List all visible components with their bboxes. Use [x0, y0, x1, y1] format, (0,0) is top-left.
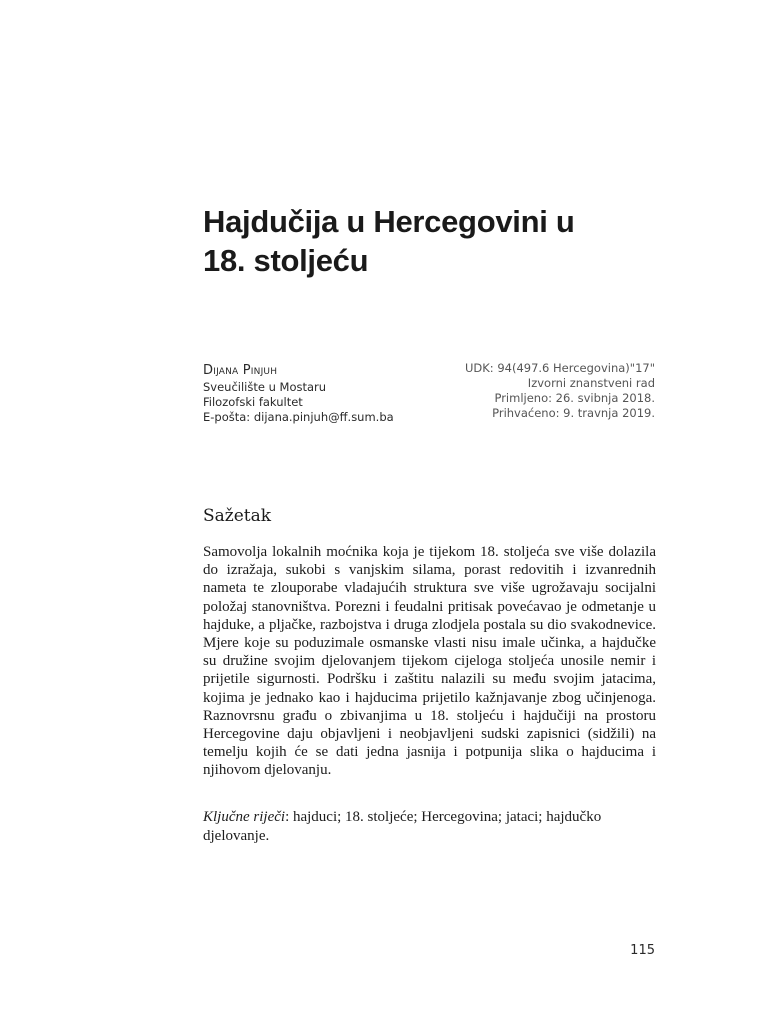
- accepted-date: Prihvaćeno: 9. travnja 2019.: [492, 406, 655, 420]
- received-date: Primljeno: 26. svibnja 2018.: [494, 391, 655, 405]
- keywords-separator: :: [285, 809, 293, 825]
- article-title-line-1: Hajdučija u Hercegovini u: [203, 204, 575, 239]
- author-name: Dijana Pinjuh: [203, 363, 278, 378]
- article-title: [203, 202, 663, 280]
- udk-code: UDK: 94(497.6 Hercegovina)"17": [464, 361, 655, 375]
- author-email: E-pošta: dijana.pinjuh@ff.sum.ba: [203, 410, 394, 424]
- article-title-line-2: 18. stoljeću: [203, 243, 369, 278]
- page-number: 115: [630, 943, 655, 958]
- keywords-paragraph: [203, 808, 656, 845]
- paper-type: Izvorni znanstveni rad: [527, 376, 655, 390]
- keywords-label: Ključne riječi: [203, 809, 286, 825]
- author-faculty: Filozofski fakultet: [203, 395, 303, 409]
- abstract-heading: Sažetak: [203, 506, 272, 526]
- abstract-body: Samovolja lokalnih moćnika koja je tijekom 18. stoljeća sve više dolazila do izražaja, sukobi s vanjskim silama, porast redovitih i izvanrednih nameta te zlouporabe vladajućih struktura sve više ugrožavaju socijalni položaj stanovništva. Porezni i feudalni pritisak povećavao je odmetanje u hajduke, a pljačke, razbojstva i druga zlodjela postala su dio svakodnevice. Mjere koje su poduzimale osmanske vlasti nisu imale učinka, a hajdučke su družine svojim djelovanjem tijekom cijeloga stoljeća unosile nemir i prijetile sigurnosti. Podršku i zaštitu nalazili su među svojim jatacima, kojima je jednako kao i hajducima prijetilo kažnjavanje zbog učinjenoga. Raznovrsnu građu o zbivanjima u 18. stoljeću i hajdučiji na prostoru Hercegovine daju objavljeni i neobjavljeni sudski zapisnici (sidžili) na temelju kojih će se dati jedna jasnija i potpunija slika o hajducima i njihovom djelovanju.: [203, 544, 656, 779]
- author-university: Sveučilište u Mostaru: [203, 380, 327, 394]
- article-metadata: [375, 361, 655, 421]
- keywords-list: hajduci; 18. stoljeće; Hercegovina; jataci; hajdučko djelovanje.: [203, 809, 602, 844]
